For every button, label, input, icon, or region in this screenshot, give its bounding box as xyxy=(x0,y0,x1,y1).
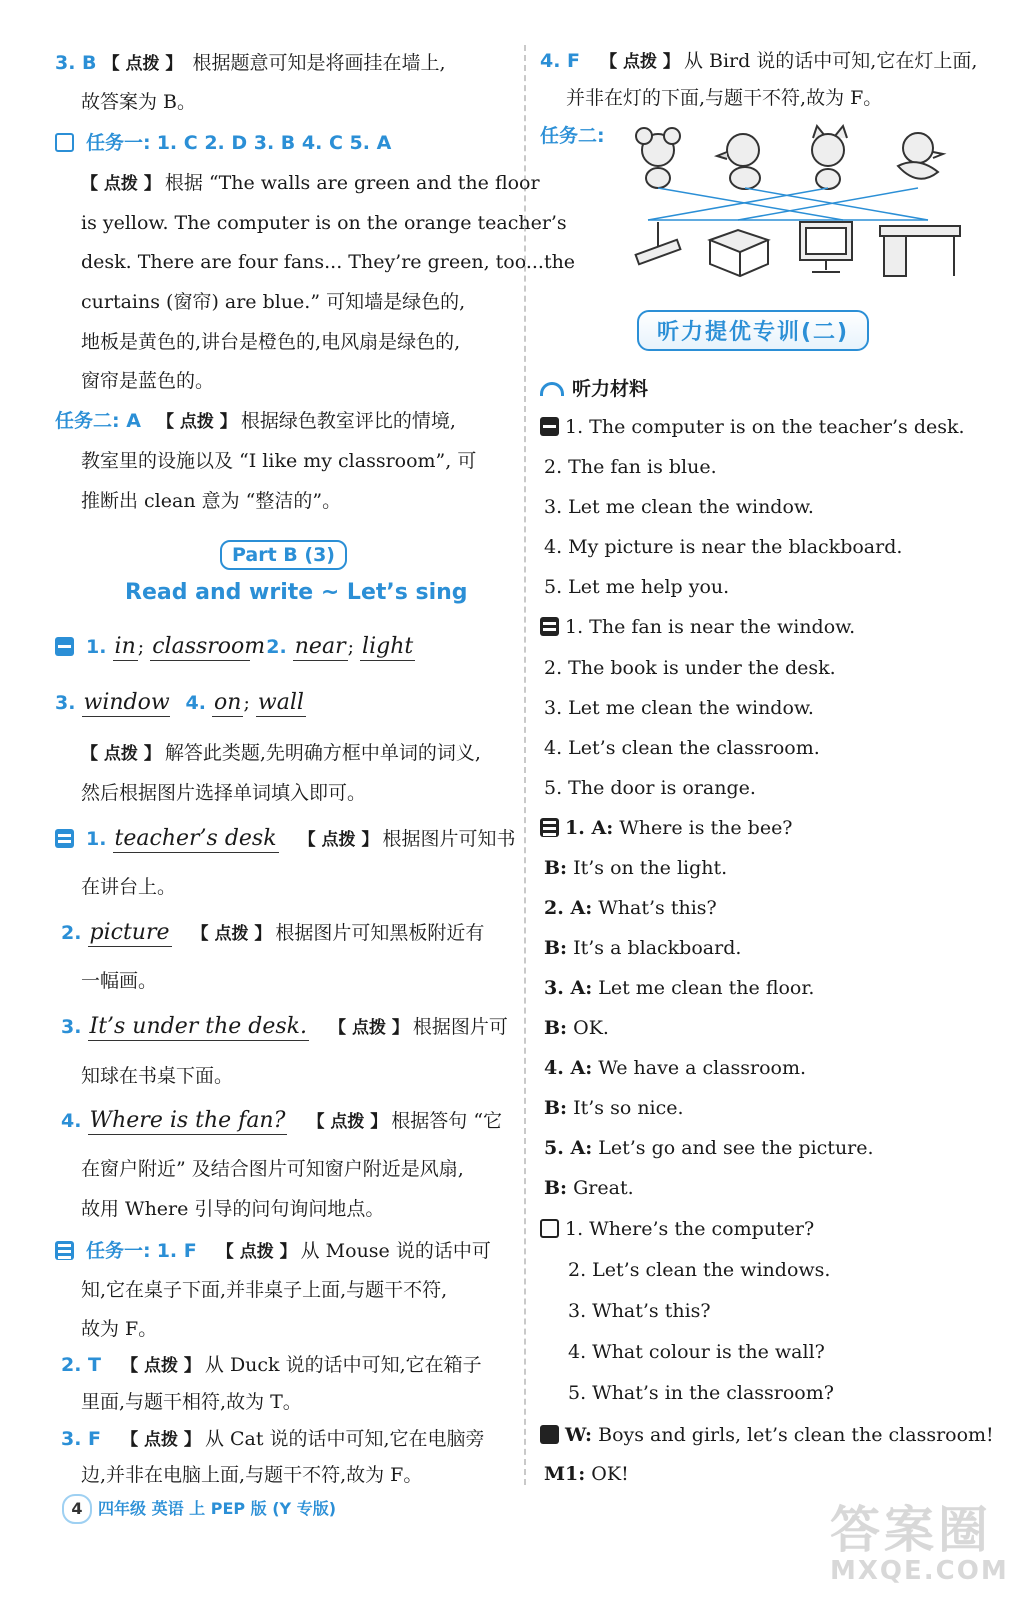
answer-word: in xyxy=(114,634,136,659)
s2-item1-cont: 在讲台上。 xyxy=(81,876,177,898)
transcript-line: Let’s go and see the picture. xyxy=(592,1137,874,1159)
s2-item2-cont: 一幅画。 xyxy=(81,970,158,992)
s2-item4 xyxy=(55,1108,502,1135)
transcript-line: Let me clean the floor. xyxy=(592,977,815,999)
listening-material-heading xyxy=(540,374,648,401)
q4-text-cont: 并非在灯的下面,与题干不符,故为 F。 xyxy=(566,87,883,109)
r-s1-1 xyxy=(540,414,965,440)
answer-word: near xyxy=(294,634,346,659)
item-number: 1. xyxy=(86,828,107,850)
item-number: 4. xyxy=(185,692,206,714)
r-s2-3: 3. Let me clean the window. xyxy=(544,697,814,719)
speaker: 3. A: xyxy=(544,977,593,999)
transcript-line: It’s on the light. xyxy=(567,857,728,879)
tip-label: 【 点拨 】 xyxy=(307,1112,388,1132)
transcript-line: Great. xyxy=(567,1177,634,1199)
special-training-badge: 听力提优专训(二) xyxy=(637,310,869,351)
q3-number: 3. B xyxy=(55,52,97,74)
sec4-line-5: 地板是黄色的,讲台是橙色的,电风扇是绿色的, xyxy=(81,331,461,353)
transcript-line: 1. The fan is near the window. xyxy=(565,616,856,638)
transcript-line: 1. The computer is on the teacher’s desk. xyxy=(565,416,965,438)
book-title: 四年级 英语 上 PEP 版 (Y 专版) xyxy=(98,1499,337,1518)
r-s3-6 xyxy=(544,1015,609,1041)
s3-text: 从 Mouse 说的话中可 xyxy=(300,1240,491,1262)
speaker: 2. A: xyxy=(544,897,593,919)
speaker: 4. A: xyxy=(544,1057,593,1079)
s2-item3 xyxy=(55,1014,508,1041)
s1-row2: 3. window 4. on ; wall xyxy=(55,690,304,715)
r-s3-3 xyxy=(544,895,717,921)
r-s5-2 xyxy=(544,1461,629,1487)
item-number: 3. xyxy=(55,692,76,714)
section-2-icon xyxy=(55,829,74,848)
s3-item3-cont: 边,并非在电脑上面,与题干不符,故为 F。 xyxy=(81,1464,423,1486)
s2-text: 根据图片可 xyxy=(412,1016,508,1038)
transcript-line: We have a classroom. xyxy=(592,1057,807,1079)
s3-item2-cont: 里面,与题干相符,故为 T。 xyxy=(81,1391,302,1413)
tip-label: 【 点拨 】 xyxy=(81,744,161,764)
section-3-icon xyxy=(55,1241,74,1260)
transcript-line: Boys and girls, let’s clean the classroom! xyxy=(592,1424,994,1446)
tip-label: 【 点拨 】 xyxy=(298,830,379,850)
answer-word: picture xyxy=(89,920,170,945)
s3-item3 xyxy=(55,1426,485,1453)
section-1-icon xyxy=(55,637,74,656)
section-2-icon xyxy=(540,617,559,636)
answer-word: window xyxy=(83,690,170,715)
answer-word: It’s under the desk. xyxy=(89,1014,307,1039)
mouse-icon xyxy=(636,128,680,188)
watermark xyxy=(830,1490,1009,1586)
item-number: 2. xyxy=(266,636,287,658)
answer-word: light xyxy=(362,634,414,659)
transcript-line: 1. Where’s the computer? xyxy=(565,1218,815,1240)
task1-answers: 1. C 2. D 3. B 4. C 5. A xyxy=(156,132,392,154)
r-s1-2: 2. The fan is blue. xyxy=(544,456,717,478)
tip-label: 【 点拨 】 xyxy=(121,1430,201,1450)
r-s4-4: 4. What colour is the wall? xyxy=(568,1341,825,1363)
task2-label: 任务二: xyxy=(540,125,605,147)
r-s1-5: 5. Let me help you. xyxy=(544,576,730,598)
s3-text: 从 Duck 说的话中可知,它在箱子 xyxy=(204,1354,482,1376)
watermark-line-1: 答案圈 xyxy=(830,1501,992,1559)
tip-label: 【 点拨 】 xyxy=(329,1018,409,1038)
r-s1-4: 4. My picture is near the blackboard. xyxy=(544,536,903,558)
q3-text-cont: 故答案为 B。 xyxy=(81,91,197,113)
cat-icon xyxy=(812,126,847,189)
page-number: 4 xyxy=(62,1494,92,1524)
r-s3-5 xyxy=(544,975,814,1001)
transcript-line: What’s this? xyxy=(592,897,717,919)
r-s3-4 xyxy=(544,935,741,961)
headphones-icon xyxy=(540,382,564,396)
transcript-line: It’s so nice. xyxy=(567,1097,684,1119)
task1-label: 任务一: xyxy=(86,132,151,154)
speaker: B: xyxy=(544,1177,568,1199)
r-s2-2: 2. The book is under the desk. xyxy=(544,657,836,679)
r-s1-3: 3. Let me clean the window. xyxy=(544,496,814,518)
section-4-icon xyxy=(540,1219,559,1238)
s1-tip-line-2: 然后根据图片选择单词填入即可。 xyxy=(81,782,367,804)
r-s4-1 xyxy=(540,1216,814,1242)
transcript-line: OK! xyxy=(585,1463,629,1485)
s3-item1-cont: 知,它在桌子下面,并非桌子上面,与题干不符, xyxy=(81,1279,448,1301)
s1-tip-line xyxy=(81,740,481,767)
light-icon xyxy=(636,222,681,264)
tip-label: 【 点拨 】 xyxy=(102,54,183,74)
s2-item1 xyxy=(55,826,515,853)
section-4-icon xyxy=(55,133,74,152)
speaker: W: xyxy=(565,1424,593,1446)
item-number: 1. F xyxy=(156,1240,197,1262)
s1-text: 解答此类题,先明确方框中单词的词义, xyxy=(164,742,481,764)
tip-label: 【 点拨 】 xyxy=(216,1242,297,1262)
r-s4-2: 2. Let’s clean the windows. xyxy=(568,1259,831,1281)
s2-text: 根据图片可知黑板附近有 xyxy=(275,922,485,944)
s2-text: 根据答句 “它 xyxy=(391,1110,503,1132)
item-number: 2. T xyxy=(61,1354,102,1376)
item-number: 1. xyxy=(86,636,107,658)
answer-word: wall xyxy=(257,690,304,715)
sec4-line-3: desk. There are four fans... They’re green, too...the xyxy=(81,251,576,273)
r-s3-8 xyxy=(544,1095,684,1121)
duck-icon xyxy=(717,134,760,189)
s2-item3-cont: 知球在书桌下面。 xyxy=(81,1065,234,1087)
tip-label: 【 点拨 】 xyxy=(121,1356,201,1376)
task2-label-line xyxy=(540,123,605,149)
s2-item4-cont: 在窗户附近” 及结合图片可知窗户附近是风扇, xyxy=(81,1158,464,1180)
s3-item2 xyxy=(55,1352,482,1379)
item-number: 4. F xyxy=(540,50,581,72)
item-number: 4. xyxy=(61,1110,82,1132)
s3-text: 从 Cat 说的话中可知,它在电脑旁 xyxy=(204,1428,485,1450)
section-subtitle: Read and write ~ Let’s sing xyxy=(125,580,468,605)
tip-label: 【 点拨 】 xyxy=(81,174,161,194)
tip-label: 【 点拨 】 xyxy=(191,924,272,944)
answer-word: Where is the fan? xyxy=(89,1108,286,1133)
heading-text: 听力材料 xyxy=(572,378,649,400)
s2-text: 根据图片可知书 xyxy=(382,828,516,850)
item-number: 2. xyxy=(61,922,82,944)
transcript-line: It’s a blackboard. xyxy=(567,937,742,959)
speaker: M1: xyxy=(544,1463,586,1485)
bird-icon xyxy=(898,133,943,179)
transcript-line: Where is the bee? xyxy=(613,817,793,839)
task2-line-3: 推断出 clean 意为 “整洁的”。 xyxy=(81,490,342,512)
transcript-line: OK. xyxy=(567,1017,609,1039)
page-footer xyxy=(62,1494,336,1524)
r-s2-5: 5. The door is orange. xyxy=(544,777,756,799)
task2-line-2: 教室里的设施以及 “I like my classroom”, 可 xyxy=(81,450,477,472)
speaker: B: xyxy=(544,857,568,879)
desk-icon xyxy=(880,226,960,276)
speaker: B: xyxy=(544,1017,568,1039)
task1-label: 任务一: xyxy=(86,1240,151,1262)
task2-label: 任务二: A xyxy=(55,410,141,432)
item-number: 3. xyxy=(61,1016,82,1038)
s2-item4-cont2: 故用 Where 引导的问句询问地点。 xyxy=(81,1198,385,1220)
q3-text: 根据题意可知是将画挂在墙上, xyxy=(192,52,446,74)
r-s3-10 xyxy=(544,1175,634,1201)
box-icon xyxy=(710,230,768,276)
r-s3-1 xyxy=(540,815,793,841)
speaker: 5. A: xyxy=(544,1137,593,1159)
item-number: 3. F xyxy=(61,1428,102,1450)
r-s4-5: 5. What’s in the classroom? xyxy=(568,1382,834,1404)
sec4-line-1 xyxy=(81,170,540,197)
s2-item2 xyxy=(55,920,484,947)
answer-word: on xyxy=(214,690,242,715)
part-b-badge: Part B (3) xyxy=(220,540,347,570)
tip-label: 【 点拨 】 xyxy=(156,412,237,432)
q3-line xyxy=(55,50,446,77)
task2-line xyxy=(55,408,456,435)
s3-item1-cont2: 故为 F。 xyxy=(81,1318,158,1340)
q4-text: 从 Bird 说的话中可知,它在灯上面, xyxy=(683,50,978,72)
r-s3-2 xyxy=(544,855,727,881)
r-s3-7 xyxy=(544,1055,806,1081)
sec4-line-4: curtains (窗帘) are blue.” 可知墙是绿色的, xyxy=(81,291,466,313)
speaker: 1. A: xyxy=(565,817,614,839)
speaker: B: xyxy=(544,1097,568,1119)
matching-illustration xyxy=(628,122,968,284)
r-s4-3: 3. What’s this? xyxy=(568,1300,711,1322)
r-s3-9 xyxy=(544,1135,874,1161)
task2-text: 根据绿色教室评比的情境, xyxy=(240,410,456,432)
answer-word: classroom xyxy=(152,634,266,659)
r-s2-4: 4. Let’s clean the classroom. xyxy=(544,737,820,759)
section-1-icon xyxy=(540,417,559,436)
section-5-icon xyxy=(540,1425,559,1444)
watermark-line-2: MXQE.COM xyxy=(830,1556,1009,1586)
speaker: B: xyxy=(544,937,568,959)
tip-label: 【 点拨 】 xyxy=(600,52,680,72)
r-s2-1 xyxy=(540,614,855,640)
sec4-line-6: 窗帘是蓝色的。 xyxy=(81,370,215,392)
r-s5-1 xyxy=(540,1422,994,1448)
s3-item1 xyxy=(55,1238,491,1265)
sec4-line-2: is yellow. The computer is on the orange teacher’s xyxy=(81,212,567,234)
answer-word: teacher’s desk xyxy=(114,826,277,851)
s1-row1: 1. in ; classroom 2. near ; light xyxy=(55,634,415,661)
computer-icon xyxy=(800,222,852,272)
sec4-text: 根据 “The walls are green and the floor xyxy=(164,172,540,194)
section4-answers xyxy=(55,130,391,156)
q4-line xyxy=(540,48,977,75)
section-3-icon xyxy=(540,818,559,837)
